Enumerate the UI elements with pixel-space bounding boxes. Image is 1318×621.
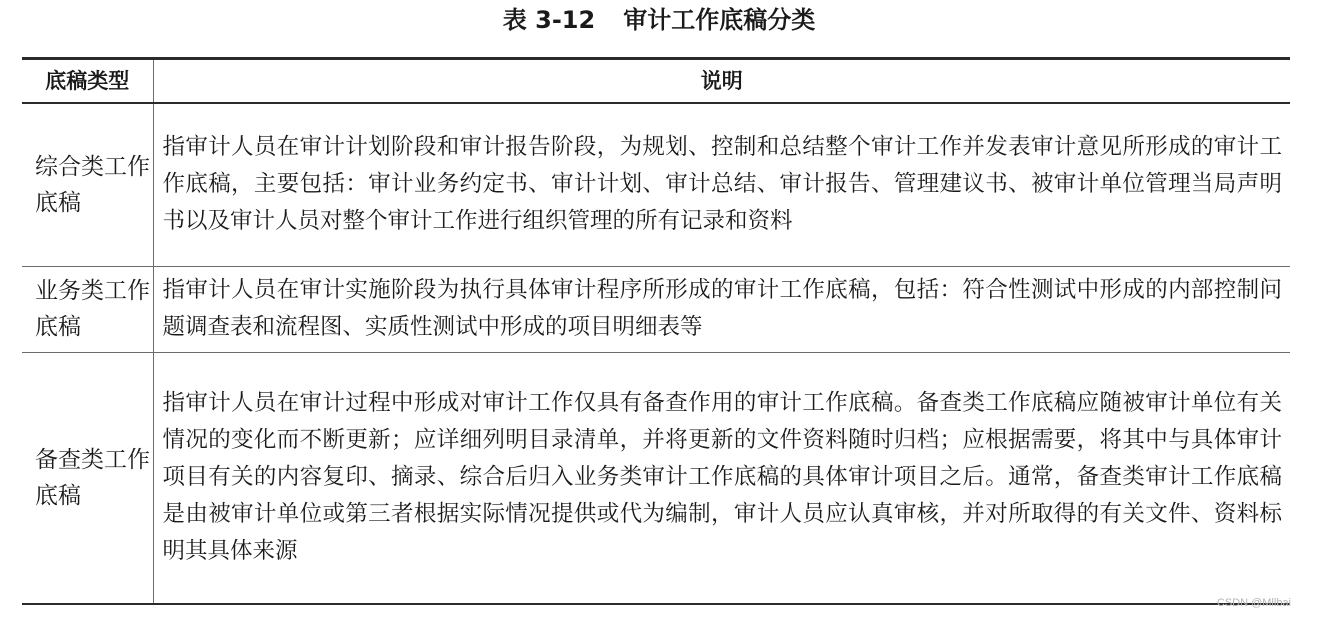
table-number: 表 3-12 xyxy=(502,6,596,34)
table-caption xyxy=(0,2,1318,38)
row-type: 综合类工作底稿 xyxy=(22,103,153,266)
table-header-row xyxy=(22,59,1290,104)
row-type: 备查类工作底稿 xyxy=(22,352,153,604)
workpaper-classification-table xyxy=(22,57,1290,605)
table-row xyxy=(22,352,1290,604)
watermark: CSDN @Mllbai xyxy=(1216,597,1291,609)
table-row xyxy=(22,103,1290,266)
row-description: 指审计人员在审计过程中形成对审计工作仅具有备查作用的审计工作底稿。备查类工作底稿应随被审计单位有关情况的变化而不断更新；应详细列明目录清单，并将更新的文件资料随时归档；应根据需要，将其中与具体审计项目有关的内容复印、摘录、综合后归入业务类审计工作底稿的具体审计项目之后。通常，备查类审计工作底稿是由被审计单位或第三者根据实际情况提供或代为编制，审计人员应认真审核，并对所取得的有关文件、资料标明其具体来源 xyxy=(162,389,1282,564)
row-description: 指审计人员在审计计划阶段和审计报告阶段，为规划、控制和总结整个审计工作并发表审计意见所形成的审计工作底稿，主要包括：审计业务约定书、审计计划、审计总结、审计报告、管理建议书、被审计单位管理当局声明书以及审计人员对整个审计工作进行组织管理的所有记录和资料 xyxy=(162,133,1282,234)
header-type: 底稿类型 xyxy=(22,59,153,104)
header-description: 说明 xyxy=(700,69,743,93)
row-description: 指审计人员在审计实施阶段为执行具体审计程序所形成的审计工作底稿，包括：符合性测试中形成的内部控制问题调查表和流程图、实质性测试中形成的项目明细表等 xyxy=(162,276,1282,340)
table-title: 审计工作底稿分类 xyxy=(623,6,816,34)
row-type: 业务类工作底稿 xyxy=(22,266,153,352)
table-row xyxy=(22,266,1290,352)
